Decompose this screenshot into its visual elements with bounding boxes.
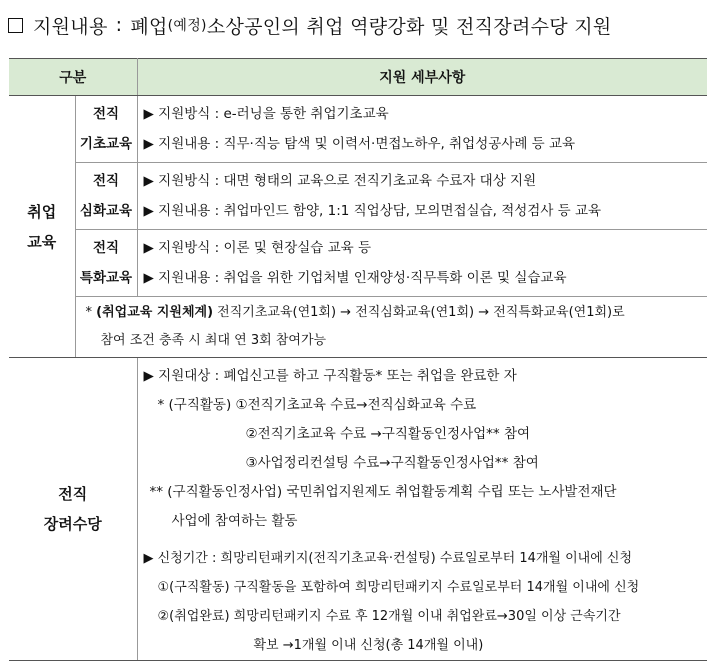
checkbox-square-icon — [8, 18, 23, 33]
details-basic-education — [137, 96, 707, 163]
note-bold-label: (취업교육 지원체계) — [96, 305, 214, 320]
header-category: 구분 — [9, 59, 137, 96]
note-marker: * — [85, 305, 92, 320]
sub-line: 전직 — [92, 240, 120, 256]
detail-line: ①(구직활동) 구직활동을 포함하여 희망리턴패키지 수료일로부터 14개월 이내에 신청 — [157, 580, 640, 595]
table-row — [9, 358, 707, 661]
sub-line: 전직 — [92, 106, 120, 122]
details-transition-allowance — [137, 358, 707, 661]
category-line: 취업 — [27, 202, 57, 221]
title-separator: : — [115, 14, 123, 36]
details-advanced-education — [137, 163, 707, 230]
title-main-a: 폐업 — [130, 15, 168, 38]
category-line: 전직 — [58, 485, 88, 503]
table-row — [9, 230, 707, 297]
table-row — [9, 297, 707, 358]
header-details: 지원 세부사항 — [137, 59, 707, 96]
category-transition-allowance — [9, 358, 137, 661]
detail-line: * (구직활동) ①전직기초교육 수료→전직심화교육 수료 — [157, 397, 477, 413]
sub-advanced-education — [75, 163, 137, 230]
sub-basic-education — [75, 96, 137, 163]
detail-line: ②전직기초교육 수료 →구직활동인정사업** 참여 — [245, 426, 531, 442]
sub-specialized-education — [75, 230, 137, 297]
note-line-2: 참여 조건 충족 시 최대 연 3회 참여가능 — [100, 333, 327, 348]
education-system-note — [75, 297, 707, 358]
detail-line: 확보 →1개월 이내 신청(총 14개월 이내) — [253, 638, 484, 653]
sub-line: 기초교육 — [79, 136, 133, 152]
sub-line: 심화교육 — [79, 203, 133, 219]
detail-line: 사업에 참여하는 활동 — [171, 513, 298, 529]
note-text: 전직기초교육(연1회) → 전직심화교육(연1회) → 전직특화교육(연1회)로 — [217, 305, 625, 320]
detail-line: ②(취업완료) 희망리턴패키지 수료 후 12개월 이내 취업완료→30일 이상 근속기간 — [157, 609, 621, 624]
title-prefix: 지원내용 — [33, 15, 108, 38]
detail-line: ▶ 지원내용 : 직무·직능 탐색 및 이력서·면접노하우, 취업성공사례 등 교육 — [143, 136, 576, 152]
table-row — [9, 163, 707, 230]
detail-line: ▶ 지원대상 : 폐업신고를 하고 구직활동* 또는 취업을 완료한 자 — [143, 368, 517, 384]
details-specialized-education — [137, 230, 707, 297]
support-details-table — [9, 58, 707, 661]
title-main-b: 소상공인의 취업 역량강화 및 전직장려수당 지원 — [206, 15, 612, 38]
category-line: 교육 — [27, 232, 57, 251]
detail-line: ▶ 지원방식 : 이론 및 현장실습 교육 등 — [143, 240, 372, 256]
detail-line: ▶ 지원내용 : 취업을 위한 기업처별 인재양성·직무특화 이론 및 실습교육 — [143, 270, 567, 286]
sub-line: 전직 — [92, 173, 120, 189]
category-line: 장려수당 — [43, 515, 102, 533]
sub-line: 특화교육 — [79, 270, 133, 286]
detail-line: ③사업정리컨설팅 수료→구직활동인정사업** 참여 — [245, 455, 539, 471]
title-main-paren: (예정) — [167, 18, 207, 34]
detail-line: ▶ 지원내용 : 취업마인드 함양, 1:1 직업상담, 모의면접실습, 적성검사 등 교육 — [143, 203, 602, 219]
detail-line: ▶ 신청기간 : 희망리턴패키지(전직기초교육·컨설팅) 수료일로부터 14개월 이내에 신청 — [143, 551, 633, 566]
note-line-1 — [76, 299, 708, 327]
detail-line: ▶ 지원방식 : 대면 형태의 교육으로 전직기초교육 수료자 대상 지원 — [143, 173, 537, 189]
document-title — [8, 10, 612, 40]
category-employment-education — [9, 96, 75, 358]
detail-line: ▶ 지원방식 : e-러닝을 통한 취업기초교육 — [143, 106, 389, 122]
table-row — [9, 96, 707, 163]
detail-line: ** (구직활동인정사업) 국민취업지원제도 취업활동계획 수립 또는 노사발전재단 — [149, 484, 617, 500]
table-header-row — [9, 59, 707, 96]
